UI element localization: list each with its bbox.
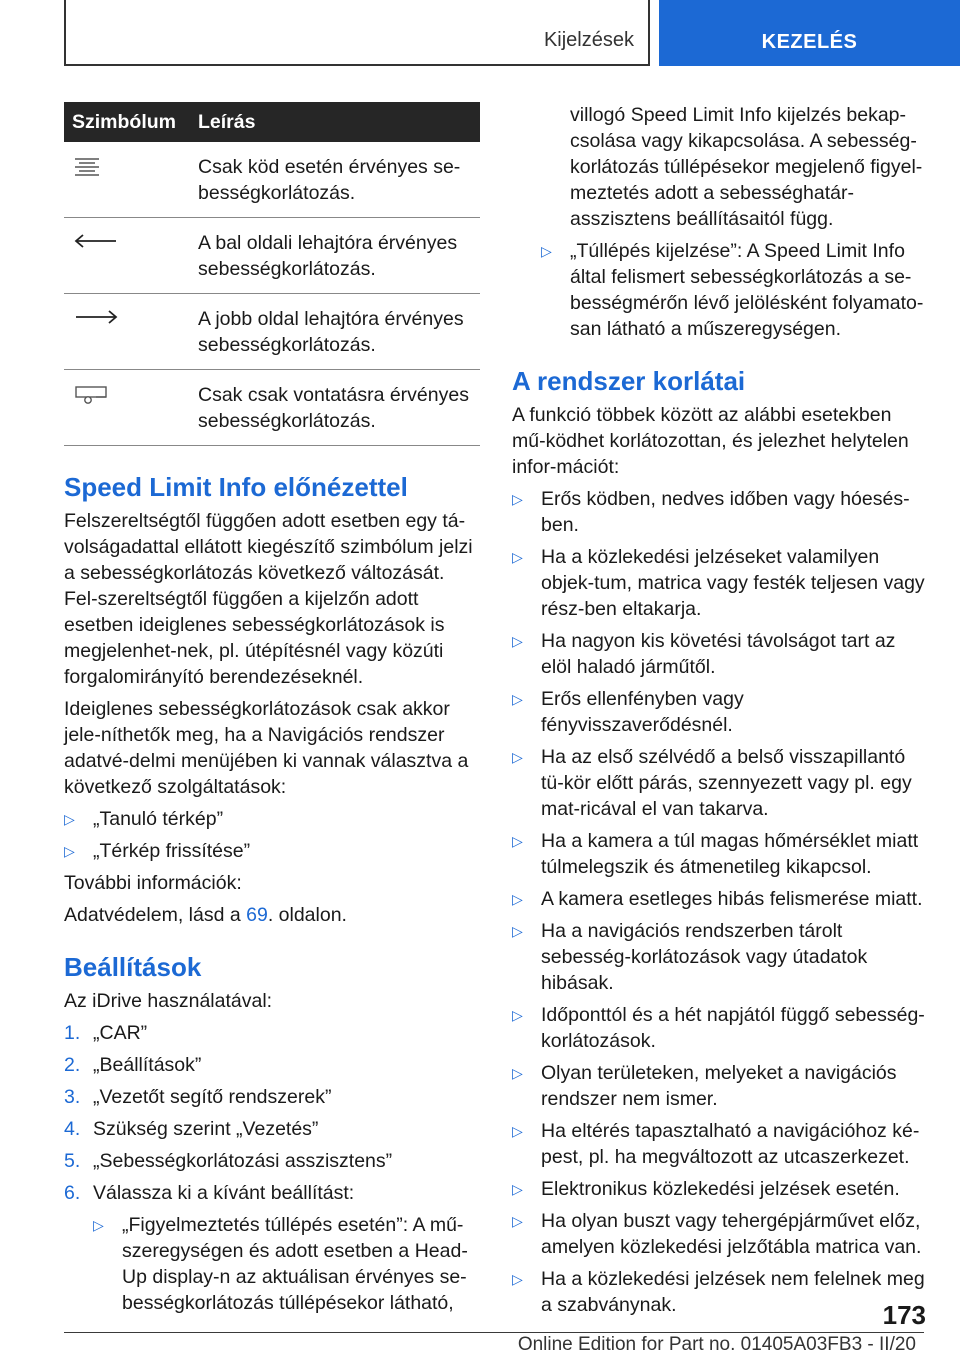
arrow-right-icon (74, 309, 118, 325)
description-cell: A jobb oldal lehajtóra érvényes sebességkorlátozás. (190, 294, 480, 370)
bullet-triangle-icon: ▷ (512, 749, 523, 765)
list-item: ▷ „Figyelmeztetés túllépés esetén”: A mű-szeregységen és adott esetben a Head-Up display-n az aktuálisan érvényes se-bességkorlátozás túllépésekor látható, (93, 1214, 468, 1314)
list-item: ▷ A kamera esetleges hibás felismerése miatt. (512, 888, 923, 910)
bullet-triangle-icon: ▷ (512, 1123, 523, 1139)
list-item: ▷ Ha olyan buszt vagy tehergépjárművet előz, amelyen közlekedési jelzőtábla matrica van. (512, 1210, 922, 1258)
col-header-description: Leírás (190, 102, 480, 142)
reference-line: Adatvédelem, lásd a 69. oldalon. (64, 904, 347, 926)
bullet-triangle-icon: ▷ (512, 1065, 523, 1081)
list-item: ▷ Időponttól és a hét napjától függő sebesség-korlátozások. (512, 1004, 925, 1052)
list-item: ▷ Ha az első szélvédő a belső visszapillantó tü-kör előtt párás, szennyezett vagy pl. egy mat-ricával el van takarva. (512, 746, 912, 820)
list-item: ▷ Ha a közlekedési jelzéseket valamilyen objek-tum, matrica vagy festék teljesen vagy rész-ben eltakarja. (512, 546, 925, 620)
description-cell: Csak köd esetén érvényes se-bességkorlátozás. (190, 142, 480, 218)
settings-intro: Az iDrive használatával: (64, 990, 273, 1012)
limits-heading: A rendszer korlátai (512, 366, 746, 396)
symbol-cell (64, 142, 190, 218)
more-info-label: További információk: (64, 872, 242, 894)
list-item: ▷ Ha nagyon kis követési távolságot tart az elöl haladó járműtől. (512, 630, 896, 678)
list-item: ▷ Erős ellenfényben vagy fényvisszaverődésnél. (512, 688, 744, 736)
table-row (64, 142, 480, 218)
symbol-cell (64, 218, 190, 294)
footer-edition: Online Edition for Part no. 01405A03FB3 - II/20 (517, 1334, 916, 1355)
fog-lines-icon (74, 157, 100, 177)
preview-service-list (64, 806, 480, 864)
step-item: 4. Szükség szerint „Vezetés” (64, 1118, 319, 1140)
bullet-triangle-icon: ▷ (512, 833, 523, 849)
header-chapter-tab (659, 0, 960, 66)
limits-list (512, 486, 928, 1318)
footer-divider (64, 1332, 924, 1333)
list-item: ▷ Elektronikus közlekedési jelzések esetén. (512, 1178, 900, 1200)
list-item: ▷ Ha eltérés tapasztalható a navigációhoz ké-pest, pl. ha megváltozott az utcaszerkezet. (512, 1120, 920, 1168)
preview-paragraph-1: Felszereltségtől függően adott esetben egy tá-volságadattal ellátott kiegészítő szimbólum jelzi a sebességkorlátozás következő változását. Fel-szereltségtől függően a kijelzőn adott esetben ideiglenes sebességkorlátozások is megjelenhet-nek, pl. útépítésnél vagy közúti forgalomirányító berendezéseknél. (64, 510, 473, 688)
header-section-tab (64, 0, 650, 66)
settings-sub-list (64, 1212, 480, 1316)
trailer-icon (74, 385, 108, 405)
bullet-triangle-icon: ▷ (512, 1181, 523, 1197)
limits-intro: A funkció többek között az alábbi esetekben mű-ködhet korlátozottan, és jelezhet helytelen infor-mációt: (512, 404, 909, 478)
page-reference-link[interactable]: 69 (246, 904, 268, 926)
list-item: ▷ „Tanuló térkép” (64, 808, 224, 830)
settings-sub-list-continued (512, 102, 928, 342)
header-chapter-title: KEZELÉS (761, 31, 858, 53)
bullet-triangle-icon: ▷ (93, 1217, 104, 1233)
preview-paragraph-2: Ideiglenes sebességkorlátozások csak akkor jele-níthetők meg, ha a Navigációs rendszer adatvé-delmi menüjében ki vannak választva a következő szolgáltatások: (64, 698, 469, 798)
list-item: ▷ „Térkép frissítése” (64, 840, 251, 862)
list-item: ▷ Olyan területeken, melyeket a navigációs rendszer nem ismer. (512, 1062, 897, 1110)
bullet-triangle-icon: ▷ (64, 843, 75, 859)
list-item: ▷ Erős ködben, nedves időben vagy hóesés-ben. (512, 488, 910, 536)
symbol-table-header (64, 102, 480, 142)
list-item: ▷ Ha a közlekedési jelzések nem felelnek meg a szabványnak. (512, 1268, 925, 1316)
bullet-triangle-icon: ▷ (512, 633, 523, 649)
bullet-triangle-icon: ▷ (512, 1213, 523, 1229)
bullet-triangle-icon: ▷ (512, 549, 523, 565)
bullet-triangle-icon: ▷ (512, 891, 523, 907)
bullet-triangle-icon: ▷ (512, 1271, 523, 1287)
page-number: 173 (882, 1300, 926, 1330)
bullet-triangle-icon: ▷ (512, 491, 523, 507)
bullet-triangle-icon: ▷ (512, 1007, 523, 1023)
symbol-table (64, 102, 480, 446)
table-row (64, 294, 480, 370)
bullet-triangle-icon: ▷ (64, 811, 75, 827)
left-column (64, 102, 480, 1316)
description-cell: Csak csak vontatásra érvényes sebességkorlátozás. (190, 370, 480, 446)
list-item: ▷ „Túllépés kijelzése”: A Speed Limit Info által felismert sebességkorlátozás a se-bességmérőn lévő jelölésként folyamato-san látható a műszeregységen. (541, 240, 924, 340)
step-item: 2. „Beállítások” (64, 1054, 202, 1076)
header-section-title: Kijelzések (543, 29, 634, 51)
symbol-cell (64, 294, 190, 370)
bullet-triangle-icon: ▷ (512, 923, 523, 939)
list-item-continued: villogó Speed Limit Info kijelzés bekap-csolása vagy kikapcsolása. A sebesség-korlátozás túllépésekor megjelenő figyel-meztetés adott a sebességhatár-asszisztens beállításaitól függ. (570, 104, 923, 230)
table-row (64, 370, 480, 446)
right-column (512, 102, 928, 1318)
arrow-left-icon (74, 233, 118, 249)
settings-steps (64, 1020, 480, 1206)
table-row (64, 218, 480, 294)
preview-heading: Speed Limit Info előnézettel (64, 472, 408, 502)
symbol-cell (64, 370, 190, 446)
step-item: 5. „Sebességkorlátozási asszisztens” (64, 1150, 393, 1172)
step-item: 1. „CAR” (64, 1022, 148, 1044)
bullet-triangle-icon: ▷ (512, 691, 523, 707)
step-item: 6. Válassza ki a kívánt beállítást: (64, 1182, 355, 1204)
step-item: 3. „Vezetőt segítő rendszerek” (64, 1086, 332, 1108)
bullet-triangle-icon: ▷ (541, 243, 552, 259)
list-item: ▷ Ha a navigációs rendszerben tárolt sebesség-korlátozások vagy útadatok hibásak. (512, 920, 868, 994)
list-item: ▷ Ha a kamera a túl magas hőmérséklet miatt túlmelegszik és átmenetileg kikapcsol. (512, 830, 919, 878)
description-cell: A bal oldali lehajtóra érvényes sebességkorlátozás. (190, 218, 480, 294)
settings-heading: Beállítások (64, 952, 202, 982)
col-header-symbol: Szimbólum (64, 102, 190, 142)
